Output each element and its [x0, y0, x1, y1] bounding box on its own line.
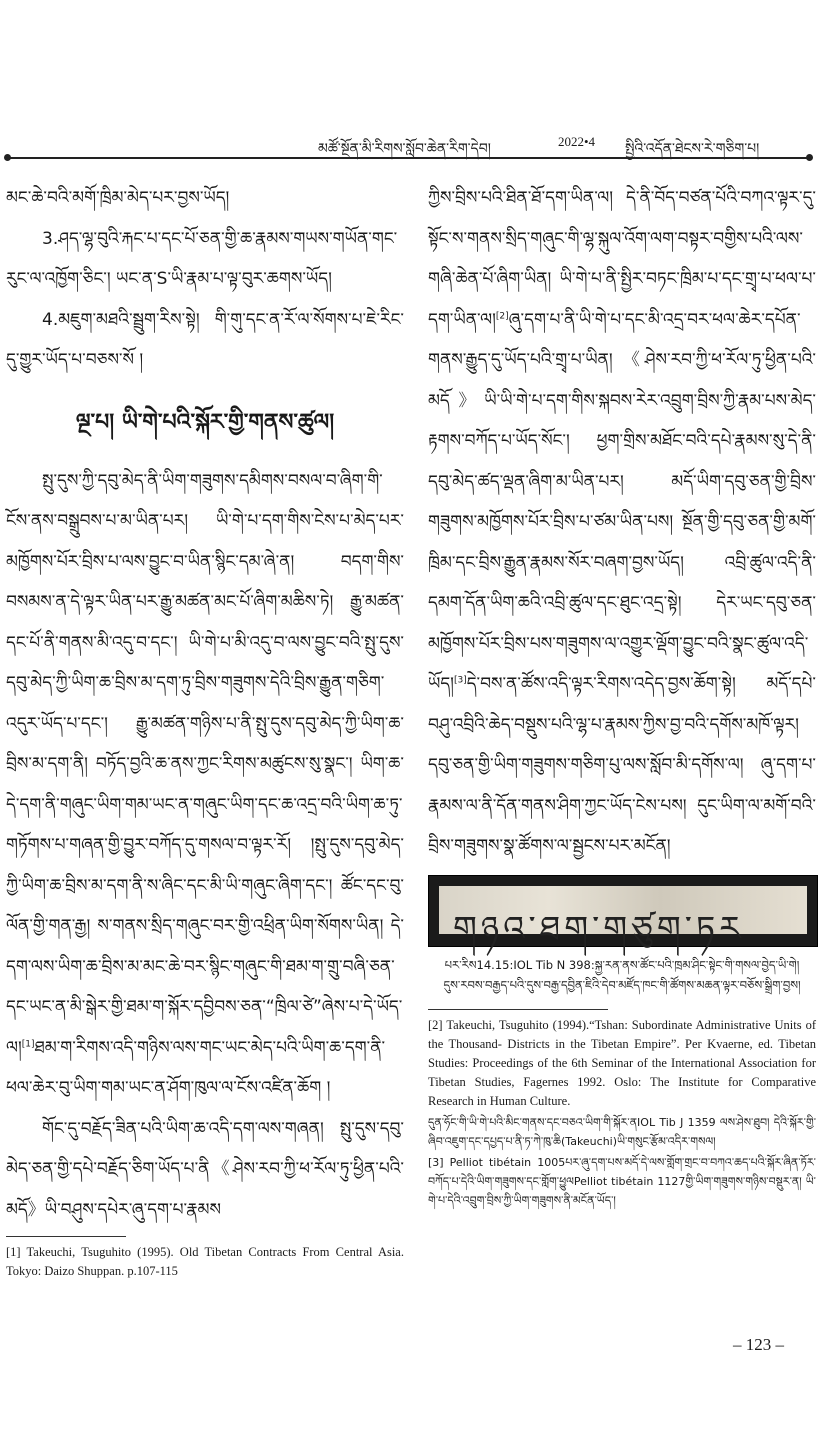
list-item-4: 4.མཇུག་མཐའི་སྦྲུག་རིས་སྟེ། གི་གུ་དང་ན་རོ་ལ་སོགས་པ་ཇེ་རིང་དུ་གྱུར་ཡོད་པ་བཅས་སོ །: [6, 309, 404, 370]
rule-dot-right: [806, 154, 813, 161]
paragraph: [6, 461, 404, 1109]
header-rule: [6, 157, 812, 159]
footnote: དུན་ཧོང་གི་ཡི་གེ་པའི་མིང་གནས་དང་བཅའ་ཡིག་གི་སྐོར་ནIOL Tib J 1359 ལས་ཤེས་ཐུབ། དེའི་སྐོར་གྱི་ཞིབ་འཇུག་དང་དཔྱད་པ་ནི་ཏ་ཀེ་ཁུ་ཆི(Takeuchi)ཡི་གསུང་རྩོམ་འདིར་གསལ།: [428, 1115, 816, 1148]
footnote-ref[interactable]: [1]: [21, 1038, 35, 1049]
paragraph-text: ཞུ་དག་པ་ནི་ཡི་གེ་པ་དང་མི་འདྲ་བར་ཕལ་ཆེར་དཔོན་གནས་རྒྱུད་དུ་ཡོད་པའི་གྲྭ་པ་ཡིན། 《ཤེས་རབ་ཀྱི་ཕ་རོལ་ཏུ་ཕྱིན་པའི་མདོ》ཡི་ཡི་གེ་པ་དག་གིས་སྐབས་རེར་འབྲུག་བྲིས་ཀྱི་རྣམ་པས་མེད་རྟགས་བཀོད་པ་ཡོད་སོང་། ཕྱག་གྲིས་མཐོང་བའི་དཔེ་རྣམས་སུ་དེ་ནི་དབུ་མེད་ཚད་ལྡན་ཞིག་མ་ཡིན་པར། མདོ་ཡིག་དབུ་ཅན་གྱི་བྲིས་གཟུགས་མཁྱོགས་པོར་བྲིས་པ་ཙམ་ཡིན་པས། སྔོན་གྱི་དབུ་ཅན་གྱི་མགོ་ཁྲིམ་དང་བྲིས་རྒྱུན་རྣམས་སོར་བཞག་བྱས་ཡོད། འབྲི་ཚུལ་འདི་ནི་དམག་དོན་ཡིག་ཆའི་འབྲི་ཚུལ་དང་ཐུང་འདྲ་སྟེ། དེར་ཡང་དབུ་ཅན་མཁྱོགས་པོར་བྲིས་པས་གཟུགས་ལ་འགྱུར་ལྡོག་བྱུང་བའི་སྣང་ཚུལ་འདི་ཡོད།: [428, 309, 816, 694]
right-column: [428, 178, 816, 1212]
paragraph-text: ཀྱིས་བྲིས་པའི་ཐིན་ཐོ་དག་ཡིན་ལ། དེ་ནི་བོད་བཙན་པོའི་བཀའ་ལྟར་དུ་སྟོང་ས་གནས་སྲིད་གཞུང་གི་ལྷ་སྐུལ་འོག་ལག་བསྟར་བགྱིས་པའི་ལས་གཞི་ཆེན་པོ་ཞིག་ཡིན། ཡི་གེ་པ་ནི་སྤྱིར་བཏང་ཁྲིམ་པ་དང་གྲྭ་པ་ཕལ་པ་དག་ཡིན་ལ།: [428, 188, 816, 330]
paragraph-text: སྤུ་དུས་ཀྱི་དབུ་མེད་ནི་ཡིག་གཟུགས་དམིགས་བསལ་བ་ཞིག་གི་ངོས་ནས་བསྒྲུབས་པ་མ་ཡིན་པར། ཡི་གེ་པ་དག་གིས་ངེས་པ་མེད་པར་མཁྱོགས་པོར་བྲིས་པ་ལས་བྱུང་བ་ཡིན་སྙིང་དམ་ཞེ་ན། བདག་གིས་བསམས་ན་དེ་ལྟར་ཡིན་པར་རྒྱུ་མཚན་མང་པོ་ཞིག་མཆིས་ཏེ། རྒྱུ་མཚན་དང་པོ་ནི་གནས་མི་འདུ་བ་དང་། ཡི་གེ་པ་མི་འདུ་བ་ལས་བྱུང་བའི་སྤུ་དུས་དབུ་མེད་ཀྱི་ཡིག་ཆ་བྲིས་མ་དག་ཏུ་བྲིས་གཟུགས་དེའི་བྲིས་རྒྱུན་གཅིག་འདུར་ཡོད་པ་དང་། རྒྱུ་མཚན་གཉིས་པ་ནི་སྤུ་དུས་དབུ་མེད་ཀྱི་ཡིག་ཆ་བྲིས་མ་དག་ནི། བཏོད་བྱའི་ཆ་ནས་ཀྱང་རིགས་མཚུངས་སུ་སྣང་། ཡིག་ཆ་དེ་དག་ནི་གཞུང་ཡིག་གམ་ཡང་ན་གཞུང་ཡིག་དང་ཆ་འདྲ་བའི་ཡིག་ཆ་ཏུ་གཏོགས་པ་གཞན་གྱི་བྱུར་བཀོད་དུ་གསལ་བ་ལྟར་རོ། །སྤུ་དུས་དབུ་མེད་ཀྱི་ཡིག་ཆ་བྲིས་མ་དག་ནི་ས་ཞིང་དང་མི་ཡི་གཞུང་ཞིག་དང་། ཚོང་དང་བུ་ལོན་གྱི་གན་རྒྱ། ས་གནས་སྲིད་གཞུང་བར་གྱི་འཕྲིན་ཡིག་སོགས་ཡིན། དེ་དག་ལས་ཡིག་ཆ་བྲིས་མ་མང་ཆེ་བར་སྙིང་གཞུང་གི་ཐམ་ག་གྲུ་བཞི་ཅན་དང་ཡང་ན་མི་སྒེར་གྱི་ཐམ་ག་སྐོར་དབྱིབས་ཅན་“ཁྲིལ་ཙེ”ཞེས་པ་དེ་ཡོད་ལ།: [6, 470, 404, 1058]
rule-dot-left: [4, 154, 11, 161]
paragraph: མང་ཆེ་བའི་མགོ་ཁྲིམ་མེད་པར་བྱས་ཡོད།: [6, 188, 230, 208]
manuscript-figure: [428, 875, 818, 947]
footnote-ref[interactable]: [2]: [495, 310, 509, 321]
paragraph: [428, 178, 816, 867]
paragraph-text: ཐམ་ག་རིགས་འདི་གཉིས་ལས་གང་ཡང་མེད་པའི་ཡིག་ཆ་དག་ནི་ཕལ་ཆེར་བུ་ཡིག་གམ་ཡང་ན་ཤོག་ཁུལ་ལ་ངོས་འཛིན་ཆོག །: [6, 1037, 386, 1098]
footnote-rule: [6, 1236, 126, 1237]
figure-script: གཉའ་ཐག་གཙུག་ཏར: [453, 908, 745, 949]
paragraph: གོང་དུ་བརྗོད་ཟིན་པའི་ཡིག་ཆ་འདི་དག་ལས་གཞན། སྤུ་དུས་དབུ་མེད་ཅན་གྱི་དཔེ་བརྗོད་ཅིག་ཡོད་པ་ནི《ཤེས་རབ་ཀྱི་ཕ་རོལ་ཏུ་ཕྱིན་པའི་མདོ》ཡི་བཤུས་དཔེར་ཞུ་དག་པ་རྣམས: [6, 1118, 404, 1220]
list-item-3: 3.ཤད་ལྷ་བུའི་རྐང་པ་དང་པོ་ཅན་གྱི་ཆ་རྣམས་གཡས་གཡོན་གང་རུང་ལ་འཁྱོག་ཅིང་། ཡང་ན་S་ཡི་རྣམ་པ་ལྟ་བུར་ཆགས་ཡོད།: [6, 228, 398, 289]
paragraph-text: དེ་བས་ན་ཚོས་འདི་ལྟར་རིགས་འདེད་བྱས་ཆོག་སྟེ། མདོ་དཔེ་བཤུ་འབྲིའི་ཆེད་བསྡུས་པའི་ལྷ་པ་རྣམས་ཀྱིས་བྱ་བའི་དགོས་མཁོ་ལྟར། དབུ་ཅན་གྱི་ཡིག་གཟུགས་གཅིག་པུ་ལས་སློབ་མི་དགོས་ལ། ཞུ་དག་པ་རྣམས་ལ་ནི་དོན་གནས་ཤིག་ཀྱང་ཡོད་ངེས་པས། དུང་ཡིག་ལ་མགོ་བའི་བྲིས་གཟུགས་སྣ་ཚོགས་ལ་སྦྱངས་པར་མངོན།: [428, 674, 816, 856]
footnote-rule: [428, 1009, 608, 1010]
journal-title: མཚོ་སྔོན་མི་རིགས་སློབ་ཆེན་རིག་དེབ།: [318, 141, 491, 157]
footnote: [2] Takeuchi, Tsuguhito (1994).“Tshan: Subordinate Administrative Units of the Thousand- Districts in the Tibetan Empire”. Per Kvaerne, ed. Tibetan Studies: Proceedings of the 6th Seminar of the International Association for Tibetan Studies, Fagernes 1992. Oslo: The Institute for Comparative Research in Human Culture.: [428, 1017, 816, 1108]
section-heading: ལྔ་པ། ཡི་གེ་པའི་སྐོར་གྱི་གནས་ཚུལ།: [75, 409, 335, 435]
footnote-ref[interactable]: [3]: [453, 675, 467, 686]
footnote: [3] Pelliot tibétain 1005པར་ཞུ་དག་པས་མདོ་དེ་ལས་གློག་གྲང་བ་བཀའ་ཆད་པའི་སྐོར་ཞིན་ཏོར་བཀོད་པ་དེའི་ཡིག་གཟུགས་དང་གློག་ཕྱུལPelliot tibétain 1127གྱི་ཡིག་གཟུགས་གཉིས་བསྡུར་ན། ཡི་གེ་པ་དེའི་འབྲུག་བྲིས་ཀྱི་ཡིག་གཟུགས་ནི་མངོན་ཡོད་།: [428, 1155, 816, 1207]
year-issue: 2022•4: [558, 134, 596, 149]
left-column: [6, 178, 404, 1283]
footnote: [1] Takeuchi, Tsuguhito (1995). Old Tibetan Contracts From Central Asia. Tokyo: Daizo Shuppan. p.107-115: [6, 1245, 404, 1278]
article-title: སྤྱིའི་འདོན་ཐེངས་རེ་གཅིག་པ།: [625, 141, 760, 157]
running-header: [0, 130, 828, 160]
figure-caption: པར་རིས14.15:IOL Tib N 398:སྐྱ་རན་ནས་ཚོང་པའི་ཁྲམ་ཤིང་སྟེང་གི་གསལ་བྱེད་ཡི་གེ། དུས་རབས་བརྒྱད་པའི་དུས་བརྒྱ་དབྱིན་ཇིའི་དེབ་མཛོད་ཁང་གི་ཚོགས་མཆན་ལྟར་བཅོས་སྒྲིག་བྱས།: [443, 957, 801, 992]
page-number: – 123 –: [733, 1335, 784, 1354]
